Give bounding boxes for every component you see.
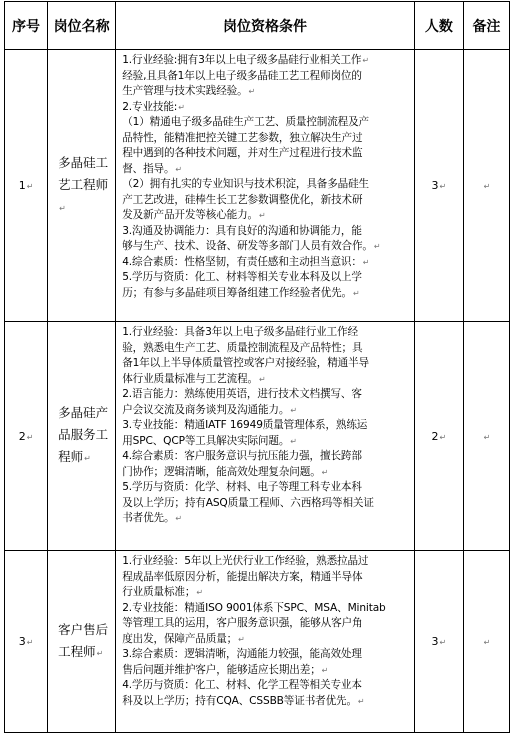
row-num: 2↵ xyxy=(5,322,48,551)
req-line: 行业质量标准；↵ xyxy=(122,586,203,598)
req-line: 3.沟通及协调能力：具有良好的沟通和协调能力，能 xyxy=(122,224,362,237)
req-line: 5.学历与资质：化工、材料等相关专业本科及以上学 xyxy=(122,271,362,283)
req-line: 5.学历与资质：化学、材料、电子等理工科专业本科 xyxy=(122,481,362,493)
req-line: 度出发，保障产品质量；↵ xyxy=(122,632,245,645)
req-line: 2.专业技能：精通ISO 9001体系下SPC、MSA、Minitab xyxy=(122,601,386,614)
header-name: 岗位名称 xyxy=(48,2,116,50)
req-line: 生产管理与技术实践经验。↵ xyxy=(122,85,256,97)
req-line: 4.学历与资质：化工、材料、化学工程等相关专业本 xyxy=(122,679,362,691)
req-line: 够与生产、技术、设备、研发等多部门人员有效合作。↵ xyxy=(122,240,381,252)
req-line: 督、指导。↵ xyxy=(122,162,182,175)
req-line: 售后问题并维护客户，能够适应长期出差；↵ xyxy=(122,663,329,676)
job-requirements xyxy=(116,551,415,733)
req-line: 4.综合素质：客户服务意识与抗压能力强，擅长跨部 xyxy=(122,450,362,462)
note-cell: ↵ xyxy=(463,50,509,322)
job-title: 多晶硅产 品服务工 程师↵ xyxy=(48,322,116,551)
req-line: 程中遇到的各种技术问题，并对生产过程进行技术监 xyxy=(122,147,363,159)
req-line: 2.语言能力：熟练使用英语，进行技术文档撰写、客 xyxy=(122,388,362,400)
req-line: 及以上学历；持有ASQ质量工程师、六西格玛等相关证 xyxy=(122,496,374,509)
row-num: 1↵ xyxy=(5,50,48,322)
req-line: 科及以上学历；持有CQA、CSSBB等证书者优先。↵ xyxy=(122,694,365,707)
header-num: 序号 xyxy=(5,2,48,50)
table-row xyxy=(5,551,510,733)
job-requirements xyxy=(116,322,415,551)
table-header-row xyxy=(5,2,510,50)
row-num: 3↵ xyxy=(5,551,48,733)
note-cell: ↵ xyxy=(463,551,509,733)
req-line: 程成晶率低原因分析，能提出解决方案，精通半导体 xyxy=(122,570,363,583)
req-line: 备1年以上半导体质量管控或客户对接经验，精通半导 xyxy=(122,357,369,369)
req-line: 品特性，能精准把控关键工艺参数，独立解决生产过 xyxy=(122,131,363,144)
headcount: 3↵ xyxy=(414,50,463,322)
req-line: 2.专业技能:↵ xyxy=(122,100,185,113)
req-line: 验，熟悉电生产工艺、质量控制流程及产品特性；具 xyxy=(122,341,363,354)
job-requirements xyxy=(116,50,415,322)
req-line: 3.专业技能：精通IATF 16949质量管理体系，熟练运 xyxy=(122,419,368,431)
header-req: 岗位资格条件 xyxy=(116,2,415,50)
req-line: （2）拥有扎实的专业知识与技术积淀，具备多晶硅生 xyxy=(122,178,369,190)
req-line: 1.行业经验：5年以上光伏行业工作经验，熟悉拉晶过 xyxy=(122,555,369,567)
header-count: 人数 xyxy=(414,2,463,50)
table-row xyxy=(5,50,510,322)
headcount: 3↵ xyxy=(414,551,463,733)
req-line: 发及新产品开发等核心能力。↵ xyxy=(122,209,266,221)
table-row xyxy=(5,322,510,551)
req-line: 4.综合素质：性格坚韧，有责任感和主动担当意识：↵ xyxy=(122,255,370,268)
headcount: 2↵ xyxy=(414,322,463,551)
req-line: 书者优先。↵ xyxy=(122,512,182,524)
req-line: 1.行业经验:拥有3年以上电子级多晶硅行业相关工作↵ xyxy=(122,54,369,66)
req-line: 用SPC、QCP等工具解决实际问题。↵ xyxy=(122,434,297,447)
job-title: 客户售后 工程师↵ xyxy=(48,551,116,733)
req-line: 体行业质量标准与工艺流程。↵ xyxy=(122,372,266,385)
req-line: （1）精通电子级多晶硅生产工艺、质量控制流程及产 xyxy=(122,116,369,128)
req-line: 门协作；逻辑清晰，能高效处理复杂问题。↵ xyxy=(122,465,329,478)
req-line: 等管理工具的运用，客户服务意识强，能够从客户角 xyxy=(122,617,363,629)
req-line: 产工艺改进，硅棒生长工艺参数调整优化，新技术研 xyxy=(122,193,363,206)
job-requirements-table xyxy=(4,1,510,733)
req-line: 1.行业经验：具备3年以上电子级多晶硅行业工作经 xyxy=(122,326,358,338)
req-line: 3.综合素质：逻辑清晰，沟通能力较强，能高效处理 xyxy=(122,648,362,660)
note-cell: ↵ xyxy=(463,322,509,551)
header-note: 备注 xyxy=(463,2,509,50)
req-line: 经验,且具备1年以上电子级多晶硅工艺工程师岗位的 xyxy=(122,69,362,82)
req-line: 户会议交流及商务谈判及沟通能力。↵ xyxy=(122,403,297,416)
req-line: 历；有参与多晶硅项目筹备组建工作经验者优先。↵ xyxy=(122,286,360,299)
job-title: 多晶硅工 艺工程师↵ xyxy=(48,50,116,322)
